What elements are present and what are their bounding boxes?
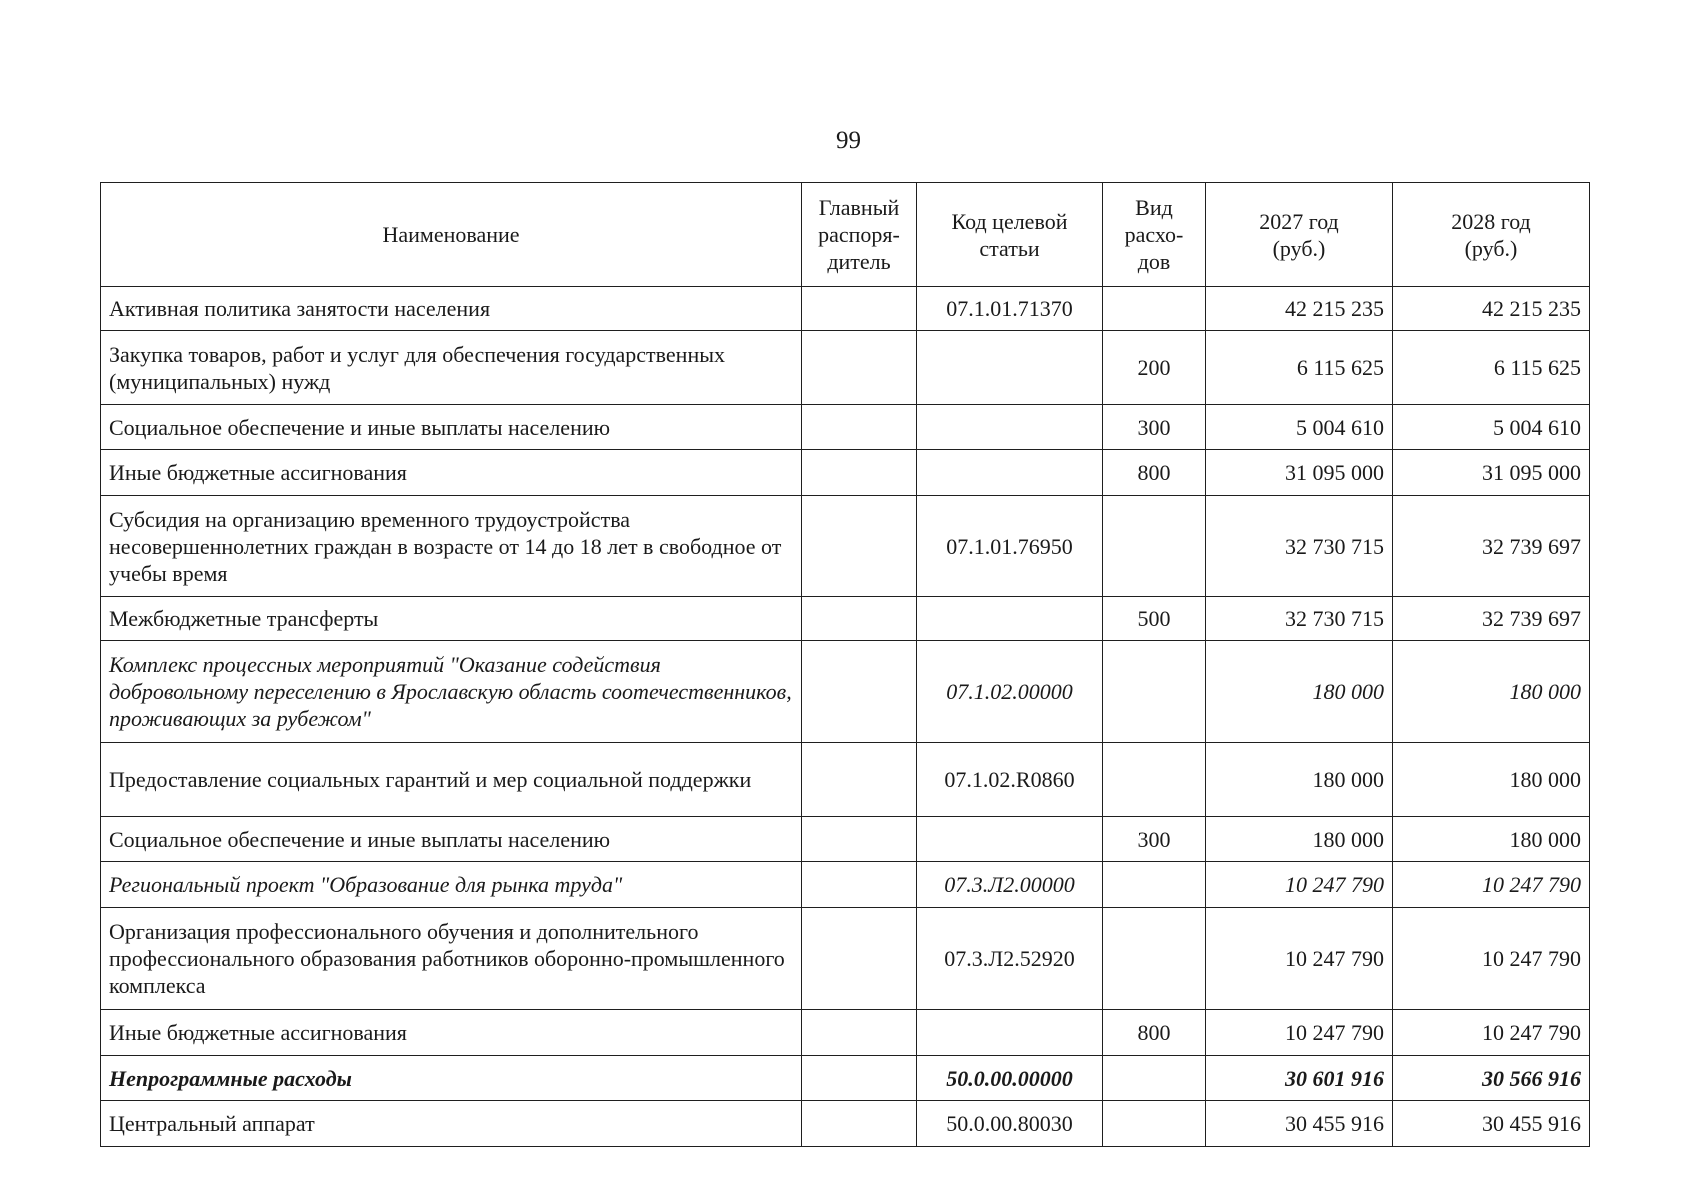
header-type-line: дов [1137,249,1171,274]
row-2028: 30 455 916 [1393,1101,1590,1147]
row-manager [802,450,917,496]
row-type [1103,496,1206,597]
header-2027-line: 2027 год [1259,208,1339,234]
row-type: 800 [1103,450,1206,496]
row-type: 300 [1103,405,1206,450]
row-2027: 10 247 790 [1206,908,1393,1010]
row-name: Иные бюджетные ассигнования [101,1010,802,1056]
row-code: 07.1.02.R0860 [917,743,1103,817]
row-code [917,1010,1103,1056]
header-name-label: Наименование [382,222,520,247]
table-row [101,405,1590,450]
header-manager-line: распоря- [818,222,900,247]
header-manager-line: дитель [827,249,891,274]
row-2027: 31 095 000 [1206,450,1393,496]
row-manager [802,405,917,450]
row-2028: 180 000 [1393,641,1590,743]
row-manager [802,597,917,641]
table-row [101,597,1590,641]
row-code: 50.0.00.00000 [917,1056,1103,1101]
row-code: 07.1.02.00000 [917,641,1103,743]
row-type [1103,641,1206,743]
header-code-line: Код целевой [951,208,1068,234]
row-name: Социальное обеспечение и иные выплаты населению [101,817,802,862]
row-code: 50.0.00.80030 [917,1101,1103,1147]
row-code [917,331,1103,405]
table-row [101,1010,1590,1056]
header-2028-line: 2028 год [1451,208,1531,234]
header-code-line: статьи [979,235,1040,261]
row-code [917,450,1103,496]
table-row [101,641,1590,743]
row-2027: 6 115 625 [1206,331,1393,405]
table-row [101,817,1590,862]
row-code: 07.3.Л2.00000 [917,862,1103,908]
row-name: Иные бюджетные ассигнования [101,450,802,496]
row-2028: 10 247 790 [1393,908,1590,1010]
row-2028: 180 000 [1393,817,1590,862]
header-type-line: Вид [1135,195,1173,220]
row-2027: 10 247 790 [1206,1010,1393,1056]
header-code [917,183,1103,287]
row-2027: 42 215 235 [1206,287,1393,331]
row-2028: 32 739 697 [1393,496,1590,597]
row-name: Организация профессионального обучения и дополнительного профессионального образования работников оборонно-промышленного комплекса [101,908,802,1010]
row-2027: 32 730 715 [1206,496,1393,597]
header-manager [802,183,917,287]
table-row [101,287,1590,331]
row-type [1103,862,1206,908]
row-2028: 10 247 790 [1393,862,1590,908]
row-manager [802,1056,917,1101]
row-name: Комплекс процессных мероприятий "Оказание содействия добровольному переселению в Ярославскую область соотечественников, проживающих за рубежом" [101,641,802,743]
row-manager [802,1101,917,1147]
page-number: 99 [836,127,861,154]
header-manager-line: Главный [818,195,900,220]
row-2028: 32 739 697 [1393,597,1590,641]
row-manager [802,862,917,908]
row-code: 07.3.Л2.52920 [917,908,1103,1010]
row-manager [802,1010,917,1056]
row-code [917,597,1103,641]
header-2027 [1206,183,1393,287]
row-2027: 30 455 916 [1206,1101,1393,1147]
row-type [1103,287,1206,331]
row-2028: 10 247 790 [1393,1010,1590,1056]
row-2027: 10 247 790 [1206,862,1393,908]
row-2028: 42 215 235 [1393,287,1590,331]
row-name: Межбюджетные трансферты [101,597,802,641]
table-row [101,743,1590,817]
row-code [917,405,1103,450]
header-type-line: расхо- [1124,222,1184,247]
row-2027: 32 730 715 [1206,597,1393,641]
row-manager [802,743,917,817]
table-row [101,450,1590,496]
row-name: Предоставление социальных гарантий и мер социальной поддержки [101,743,802,817]
budget-table [100,182,1590,1147]
table-row [101,908,1590,1010]
header-2027-line: (руб.) [1272,235,1326,261]
row-manager [802,641,917,743]
row-name: Субсидия на организацию временного трудоустройства несовершеннолетних граждан в возрасте от 14 до 18 лет в свободное от учебы время [101,496,802,597]
row-name: Центральный аппарат [101,1101,802,1147]
header-2028 [1393,183,1590,287]
table-header-row [101,183,1590,287]
header-type [1103,183,1206,287]
row-2028: 5 004 610 [1393,405,1590,450]
row-type: 500 [1103,597,1206,641]
row-manager [802,817,917,862]
row-type [1103,1056,1206,1101]
row-type: 800 [1103,1010,1206,1056]
row-2028: 6 115 625 [1393,331,1590,405]
row-name: Закупка товаров, работ и услуг для обеспечения государственных (муниципальных) нужд [101,331,802,405]
row-name: Непрограммные расходы [101,1056,802,1101]
row-type: 300 [1103,817,1206,862]
row-name: Активная политика занятости населения [101,287,802,331]
row-2027: 5 004 610 [1206,405,1393,450]
table-row [101,862,1590,908]
row-2027: 30 601 916 [1206,1056,1393,1101]
row-code: 07.1.01.71370 [917,287,1103,331]
table-row [101,496,1590,597]
row-code [917,817,1103,862]
table-row [101,1101,1590,1147]
row-manager [802,287,917,331]
table-row [101,331,1590,405]
row-code: 07.1.01.76950 [917,496,1103,597]
header-2028-line: (руб.) [1464,235,1518,261]
row-2027: 180 000 [1206,743,1393,817]
row-manager [802,908,917,1010]
row-2027: 180 000 [1206,817,1393,862]
row-type [1103,1101,1206,1147]
row-2028: 30 566 916 [1393,1056,1590,1101]
row-name: Социальное обеспечение и иные выплаты населению [101,405,802,450]
row-manager [802,331,917,405]
row-type: 200 [1103,331,1206,405]
table-row [101,1056,1590,1101]
header-name [101,183,802,287]
row-type [1103,743,1206,817]
row-2027: 180 000 [1206,641,1393,743]
row-name: Региональный проект "Образование для рынка труда" [101,862,802,908]
row-type [1103,908,1206,1010]
row-2028: 180 000 [1393,743,1590,817]
row-manager [802,496,917,597]
row-2028: 31 095 000 [1393,450,1590,496]
